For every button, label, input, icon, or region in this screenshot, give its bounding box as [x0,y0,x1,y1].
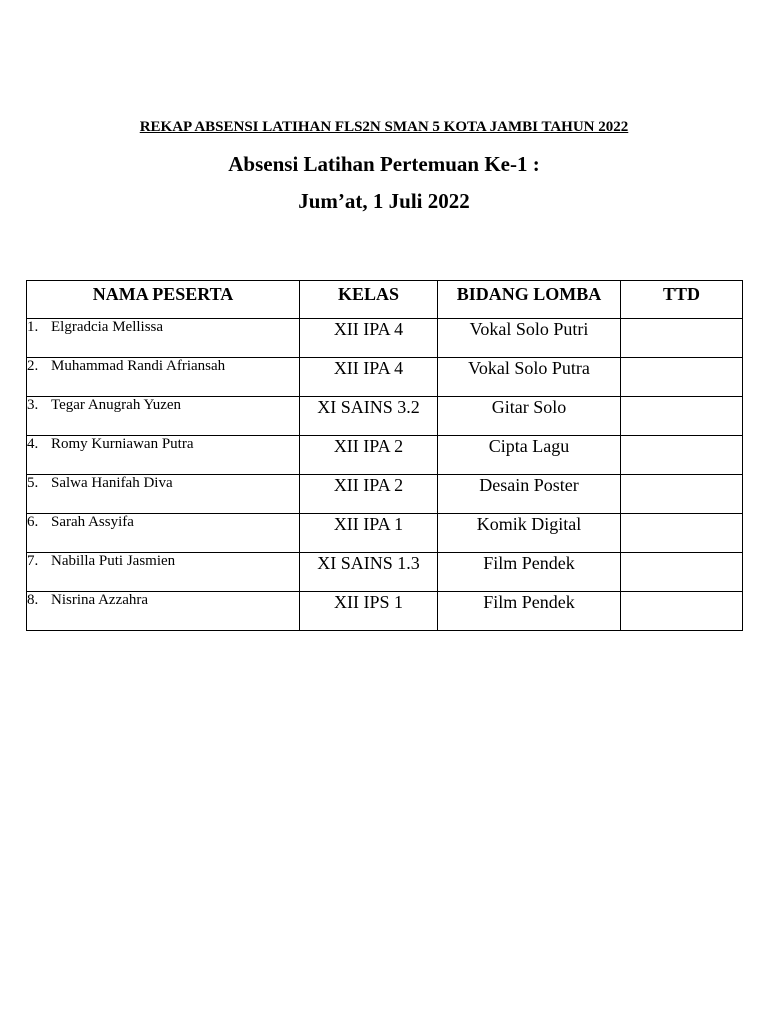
kelas-cell: XII IPA 2 [300,436,438,475]
kelas-cell: XII IPA 4 [300,319,438,358]
bidang-cell: Vokal Solo Putri [438,319,621,358]
participant-name: Sarah Assyifa [51,514,134,530]
participant-name-cell [27,436,300,475]
table-header-row [27,281,743,319]
table-row [27,592,743,631]
bidang-cell: Film Pendek [438,592,621,631]
participant-name-cell [27,358,300,397]
signature-cell [621,514,743,553]
signature-cell [621,553,743,592]
participant-name-cell [27,475,300,514]
bidang-cell: Vokal Solo Putra [438,358,621,397]
bidang-cell: Film Pendek [438,553,621,592]
table-row [27,397,743,436]
table-row [27,319,743,358]
session-subtitle: Absensi Latihan Pertemuan Ke-1 : [228,152,540,176]
signature-cell [621,397,743,436]
participant-name: Salwa Hanifah Diva [51,475,173,491]
row-number: 8. [27,592,39,608]
row-number: 7. [27,553,39,569]
participant-name: Muhammad Randi Afriansah [51,358,226,374]
kelas-cell: XI SAINS 3.2 [300,397,438,436]
table-row [27,436,743,475]
participant-name: Elgradcia Mellissa [51,319,164,335]
signature-cell [621,592,743,631]
participant-name-cell [27,553,300,592]
participant-name-cell [27,514,300,553]
signature-cell [621,358,743,397]
table-row [27,475,743,514]
attendance-table [26,280,743,631]
participant-name: Tegar Anugrah Yuzen [51,397,182,413]
session-date: Jum’at, 1 Juli 2022 [298,189,470,213]
participant-name: Romy Kurniawan Putra [51,436,194,452]
kelas-cell: XI SAINS 1.3 [300,553,438,592]
participant-name-cell [27,319,300,358]
table-row [27,514,743,553]
participant-name: Nabilla Puti Jasmien [51,553,176,569]
kelas-cell: XII IPA 1 [300,514,438,553]
signature-cell [621,475,743,514]
row-number: 1. [27,319,39,335]
document-title: REKAP ABSENSI LATIHAN FLS2N SMAN 5 KOTA JAMBI TAHUN 2022 [139,119,629,135]
document-heading [0,118,768,213]
kelas-cell: XII IPA 2 [300,475,438,514]
table-row [27,553,743,592]
row-number: 6. [27,514,39,530]
header-kelas: KELAS [300,281,438,319]
header-nama-peserta: NAMA PESERTA [27,281,300,319]
bidang-cell: Komik Digital [438,514,621,553]
row-number: 2. [27,358,39,374]
participant-name-cell [27,592,300,631]
kelas-cell: XII IPS 1 [300,592,438,631]
bidang-cell: Gitar Solo [438,397,621,436]
row-number: 5. [27,475,39,491]
header-bidang-lomba: BIDANG LOMBA [438,281,621,319]
table-row [27,358,743,397]
bidang-cell: Cipta Lagu [438,436,621,475]
participant-name-cell [27,397,300,436]
signature-cell [621,436,743,475]
header-ttd: TTD [621,281,743,319]
bidang-cell: Desain Poster [438,475,621,514]
participant-name: Nisrina Azzahra [51,592,149,608]
row-number: 3. [27,397,39,413]
row-number: 4. [27,436,39,452]
signature-cell [621,319,743,358]
kelas-cell: XII IPA 4 [300,358,438,397]
